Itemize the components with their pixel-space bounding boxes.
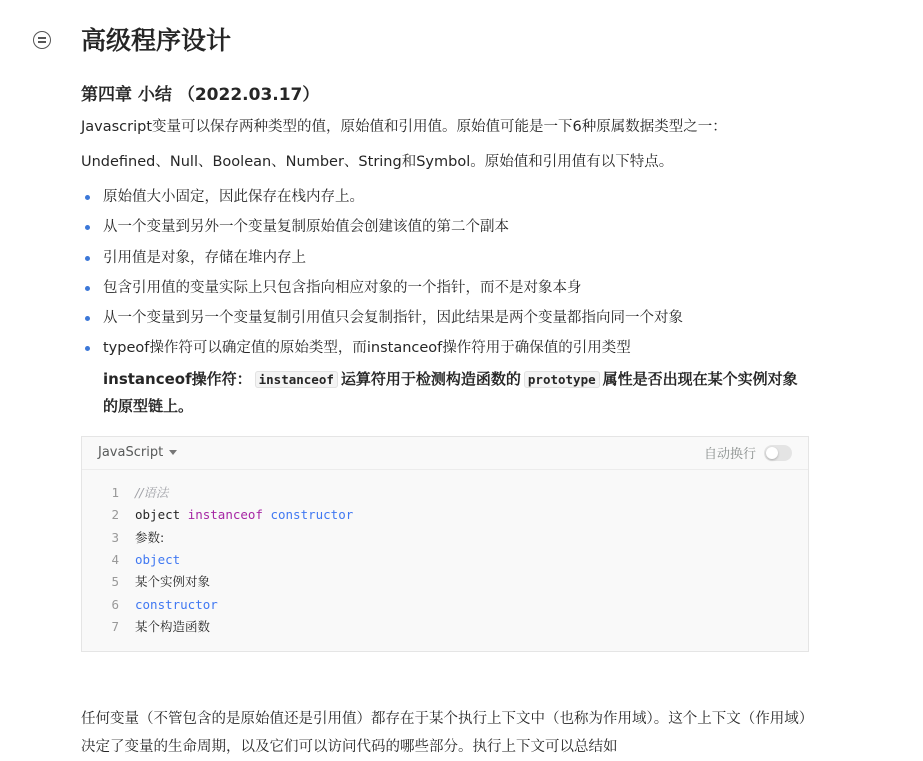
- code-variable: constructor: [262, 507, 354, 523]
- list-item: 引用值是对象，存储在堆内存上: [81, 243, 811, 273]
- code-line: [82, 616, 808, 638]
- code-variable: object: [135, 551, 181, 567]
- word-wrap-control: [704, 443, 792, 462]
- code-text: [135, 504, 353, 526]
- list-item: 包含引用值的变量实际上只包含指向相应对象的一个指针，而不是对象本身: [81, 273, 811, 303]
- list-item: 从一个变量到另外一个变量复制原始值会创建该值的第二个副本: [81, 212, 811, 242]
- list-item: 原始值大小固定，因此保存在栈内存上。: [81, 182, 811, 212]
- line-number: 5: [111, 574, 119, 590]
- code-line: [82, 504, 808, 526]
- section-heading: 第四章 小结 （2022.03.17）: [81, 85, 320, 105]
- language-label: JavaScript: [98, 445, 164, 461]
- code-text: 某个构造函数: [135, 619, 211, 635]
- note-suffix: 属性是否出现在某个实例对象的原型链上。: [103, 369, 798, 415]
- scope-paragraph: 任何变量（不管包含的是原始值还是引用值）都存在于某个执行上下文中（也称为作用域）。这个上下文（作用域）决定了变量的生命周期，以及它们可以访问代码的哪些部分。执行上下文可以总结如: [81, 711, 806, 755]
- code-identifier: object: [135, 507, 188, 523]
- line-number: 3: [111, 529, 119, 545]
- code-line: [82, 527, 808, 549]
- code-line: [82, 571, 808, 593]
- line-number: 2: [111, 507, 119, 523]
- code-block-header: [82, 437, 808, 470]
- code-line: [82, 482, 808, 504]
- code-line: [82, 594, 808, 616]
- outline-list-icon[interactable]: [33, 31, 51, 49]
- code-text: 参数:: [135, 529, 165, 545]
- code-comment: //语法: [135, 484, 169, 500]
- document-body: [81, 80, 811, 652]
- inline-code-instanceof: instanceof: [255, 371, 338, 388]
- code-text: 某个实例对象: [135, 574, 211, 590]
- language-select[interactable]: [98, 445, 177, 460]
- code-body: [82, 470, 808, 651]
- word-wrap-toggle[interactable]: [764, 445, 792, 461]
- caret-down-icon: [169, 450, 177, 455]
- note-middle: 运算符用于检测构造函数的: [340, 369, 521, 388]
- list-item: typeof操作符可以确定值的原始类型，而instanceof操作符用于确保值的引用类型: [81, 333, 811, 363]
- instanceof-note: [103, 366, 811, 420]
- document-title: 高级程序设计: [81, 26, 232, 55]
- code-keyword: instanceof: [187, 507, 263, 523]
- line-number: 7: [111, 619, 119, 635]
- word-wrap-label: 自动换行: [703, 447, 756, 463]
- code-variable: constructor: [135, 596, 218, 612]
- list-item: 从一个变量到另一个变量复制引用值只会复制指针，因此结果是两个变量都指向同一个对象: [81, 303, 811, 333]
- code-line: [82, 549, 808, 571]
- intro-paragraph-line-2: Undefined、Null、Boolean、Number、String和Symbol。原始值和引用值有以下特点。: [81, 154, 674, 170]
- code-block: [81, 436, 809, 652]
- line-number: 4: [111, 551, 119, 567]
- intro-paragraph-line-1: Javascript变量可以保存两种类型的值，原始值和引用值。原始值可能是一下6种原属数据类型之一：: [81, 119, 727, 135]
- feature-list: [81, 182, 811, 364]
- line-number: 6: [111, 596, 119, 612]
- note-prefix: instanceof操作符：: [103, 369, 252, 388]
- inline-code-prototype: prototype: [524, 371, 600, 388]
- line-number: 1: [111, 484, 119, 500]
